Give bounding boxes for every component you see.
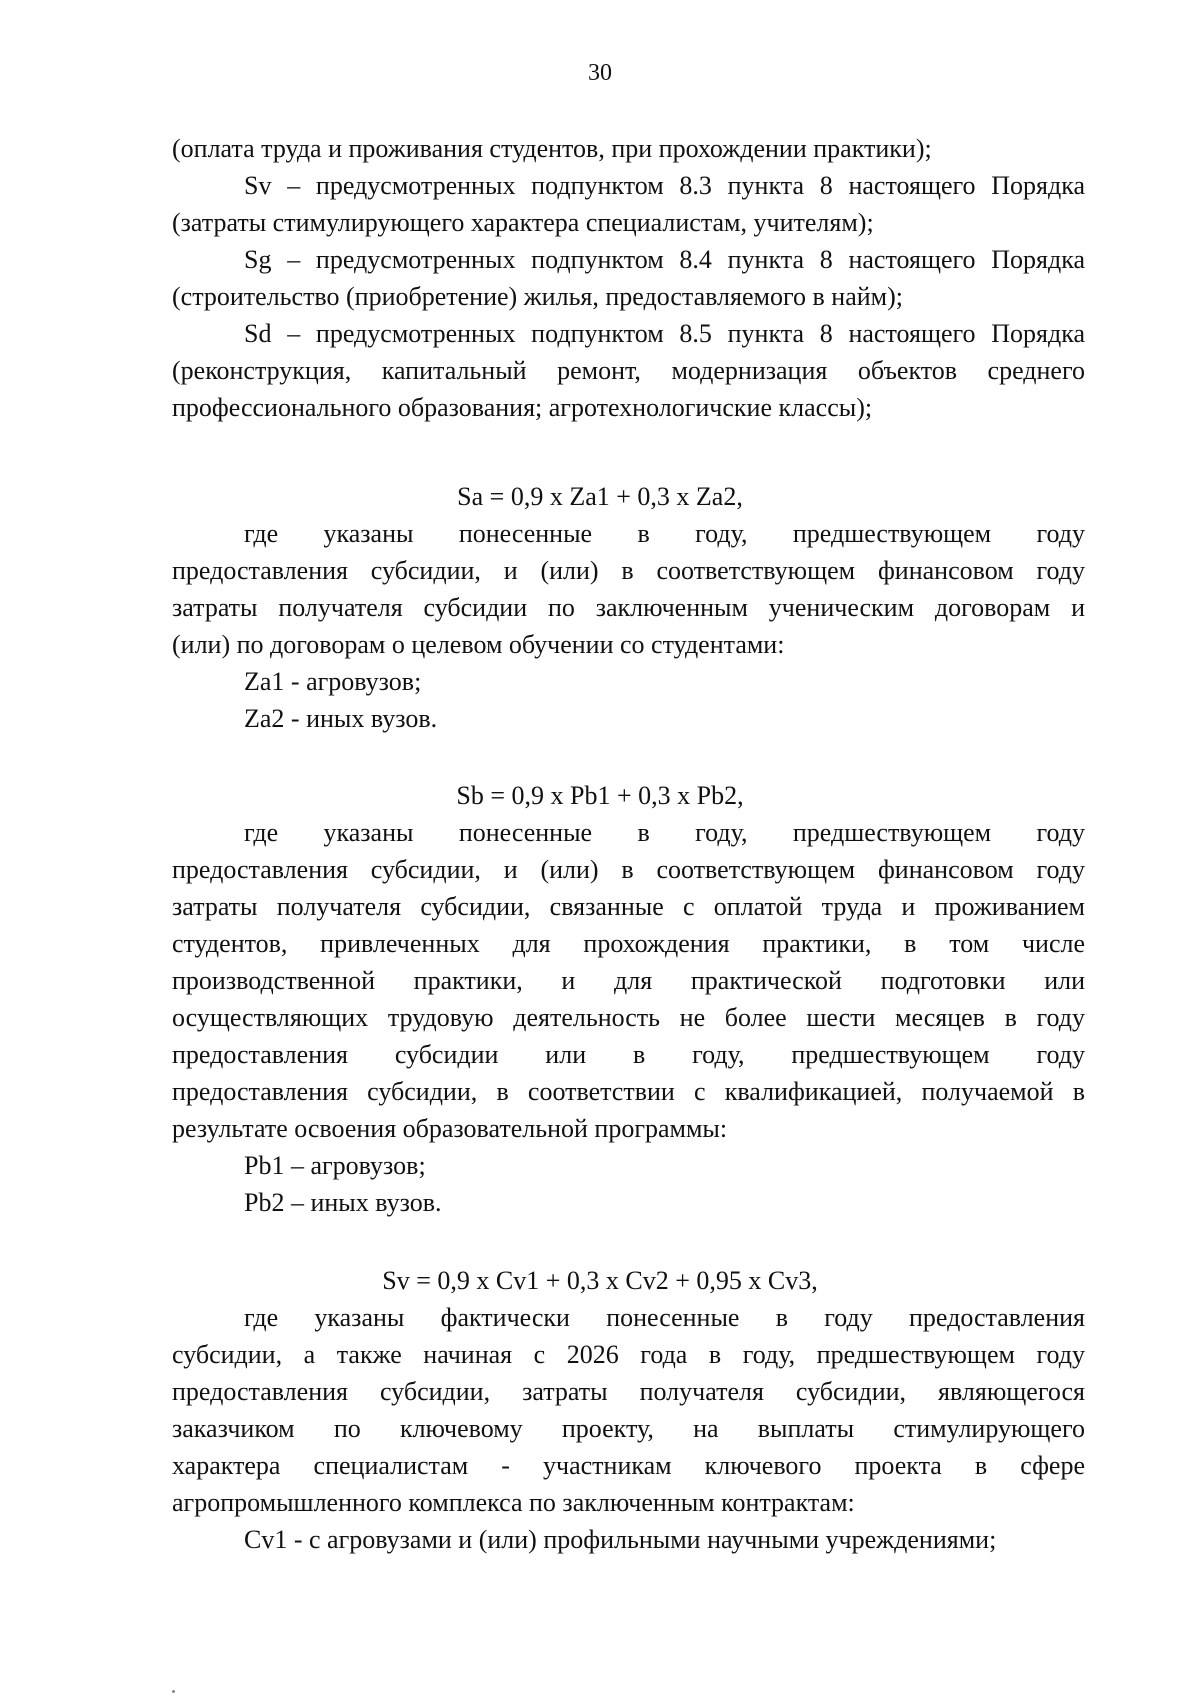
text-line: затраты получателя субсидии, связанные с оплатой труда и проживанием [172,892,1085,921]
text-line: (или) по договорам о целевом обучении со студентами: [172,630,785,659]
text-line: (оплата труда и проживания студентов, при прохождении практики); [172,134,932,163]
text-line: предоставления субсидии, и (или) в соответствующем финансовом году [172,556,1085,585]
text-line: Pb2 – иных вузов. [244,1188,442,1217]
text-line: характера специалистам - участникам ключевого проекта в сфере [172,1451,1085,1480]
text-line: Cv1 - с агровузами и (или) профильными научными учреждениями; [244,1525,997,1554]
text-line: студентов, привлеченных для прохождения практики, в том числе [172,929,1085,958]
text-line: профессионального образования; агротехнологичские классы); [172,393,873,422]
formula-sb: Sb = 0,9 х Pb1 + 0,3 х Pb2, [456,781,744,810]
text-line: (реконструкция, капитальный ремонт, модернизация объектов среднего [172,356,1085,385]
text-line: (затраты стимулирующего характера специалистам, учителям); [172,208,874,237]
text-line: предоставления субсидии или в году, предшествующем году [172,1040,1085,1069]
text-line: агропромышленного комплекса по заключенным контрактам: [172,1488,855,1517]
text-line: Za2 - иных вузов. [244,704,438,733]
text-line: осуществляющих трудовую деятельность не более шести месяцев в году [172,1003,1085,1032]
text-line: производственной практики, и для практической подготовки или [172,966,1085,995]
text-line: Za1 - агровузов; [244,667,422,696]
text-line: затраты получателя субсидии по заключенным ученическим договорам и [172,593,1085,622]
text-line: предоставления субсидии, затраты получателя субсидии, являющегося [172,1377,1085,1406]
text-line: предоставления субсидии, и (или) в соответствующем финансовом году [172,855,1085,884]
formula-sa: Sa = 0,9 х Za1 + 0,3 х Za2, [457,482,743,511]
text-line: субсидии, а также начиная с 2026 года в году, предшествующем году [172,1340,1085,1369]
text-line: где указаны фактически понесенные в году предоставления [244,1303,1085,1332]
text-line: результате освоения образовательной программы: [172,1114,728,1143]
formula-sv: Sv = 0,9 х Cv1 + 0,3 х Cv2 + 0,95 х Cv3, [382,1266,818,1295]
scan-speck [172,1690,175,1693]
page-number: 30 [588,60,612,86]
text-line: Sg – предусмотренных подпунктом 8.4 пункта 8 настоящего Порядка [244,245,1085,274]
text-line: где указаны понесенные в году, предшествующем году [244,818,1085,847]
text-line: (строительство (приобретение) жилья, предоставляемого в найм); [172,282,903,311]
text-line: предоставления субсидии, в соответствии с квалификацией, получаемой в [172,1077,1085,1106]
text-line: Sd – предусмотренных подпунктом 8.5 пункта 8 настоящего Порядка [244,319,1085,348]
text-line: где указаны понесенные в году, предшествующем году [244,519,1085,548]
text-line: Pb1 – агровузов; [244,1151,426,1180]
text-line: Sv – предусмотренных подпунктом 8.3 пункта 8 настоящего Порядка [244,171,1085,200]
text-line: заказчиком по ключевому проекту, на выплаты стимулирующего [172,1414,1085,1443]
